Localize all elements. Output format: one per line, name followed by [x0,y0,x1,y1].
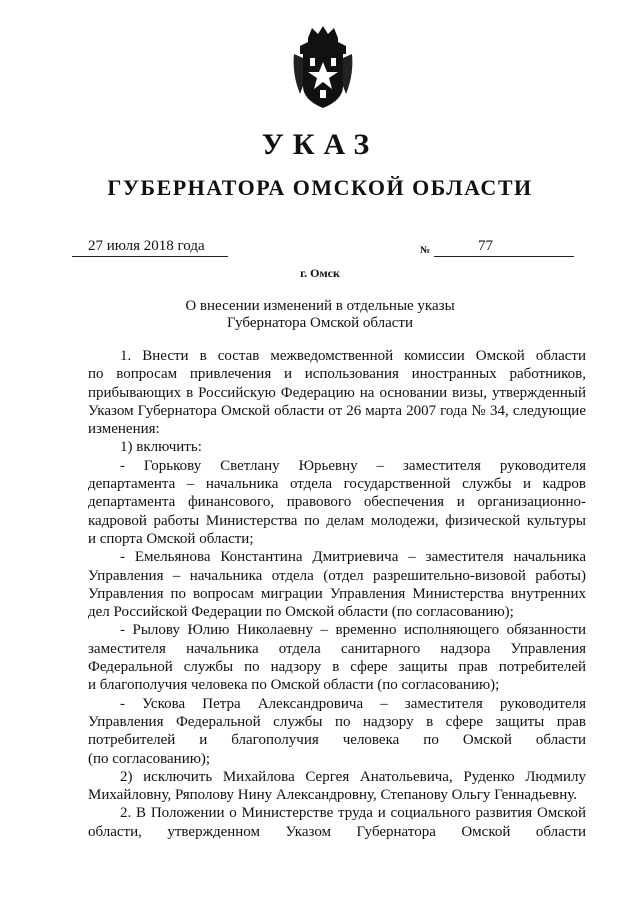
document-date: 27 июля 2018 года [88,238,205,254]
body-line: 1) включить: [120,439,202,456]
body-line: Указом Губернатора Омской области от 26 марта 2007 года № 34, следующие [88,402,586,419]
subject-line: О внесении изменений в отдельные указы [185,298,455,314]
body-line: области, утвержденном Указом Губернатора Омской области [88,823,586,840]
body-line: - Ускова Петра Александровича – заместителя руководителя [120,695,586,712]
document-city: г. Омск [300,266,340,280]
body-line: Управления по вопросам миграции Управления Министерства внутренних [88,585,586,602]
number-underline [434,256,574,257]
body-line: дел Российской Федерации по Омской области (по согласованию); [88,604,514,621]
body-line: 1. Внести в состав межведомственной комиссии Омской области [120,348,586,364]
body-line: департамента финансового, правового обеспечения и организационно- [88,494,586,511]
body-line: Михайловну, Ряполову Нину Александровну, Степанову Ольгу Геннадьевну. [88,787,578,804]
document-subtitle: ГУБЕРНАТОРА ОМСКОЙ ОБЛАСТИ [107,175,533,200]
body-line: (по согласованию); [88,750,211,767]
body-line: департамента – начальника отдела государственной службы и кадров [88,476,586,493]
body-line: Управления Федеральной службы по надзору в сфере защиты прав [88,713,586,730]
date-underline [72,256,228,257]
body-line: кадровой работы Министерства по делам молодежи, физической культуры [88,512,586,529]
body-line: изменения: [88,421,160,438]
body-line: Федеральной службы по надзору в сфере защиты прав потребителей [88,659,586,676]
body-line: прибывающих в Российскую Федерацию на основании визы, утвержденный [88,384,586,401]
body-line: 2. В Положении о Министерстве труда и социального развития Омской [120,805,586,822]
body-line: - Емельянова Константина Дмитриевича – заместителя начальника [120,549,586,566]
body-line: по вопросам привлечения и использования иностранных работников, [88,366,586,383]
body-line: и спорта Омской области; [88,530,254,547]
body-line: 2) исключить Михайлова Сергея Анатольевича, Руденко Людмилу [120,768,586,785]
document-body [88,347,586,841]
document-title: УКАЗ [261,128,379,161]
body-line: и благополучия человека по Омской области (по согласованию); [88,677,500,694]
subject-line: Губернатора Омской области [227,315,413,331]
document-number: 77 [478,238,493,254]
body-line: - Горькову Светлану Юрьевну – заместителя руководителя [120,457,586,474]
body-line: Управления – начальника отдела (отдел разрешительно-визовой работы) [88,567,586,584]
document-subject [0,298,640,332]
number-label: № [420,245,431,256]
body-line: заместителя начальника отдела санитарного надзора Управления [88,640,586,657]
coat-of-arms-icon [290,24,356,110]
body-line: потребителей и благополучия человека по Омской области [88,732,586,749]
body-line: - Рылову Юлию Николаевну – временно исполняющего обязанности [120,622,586,639]
